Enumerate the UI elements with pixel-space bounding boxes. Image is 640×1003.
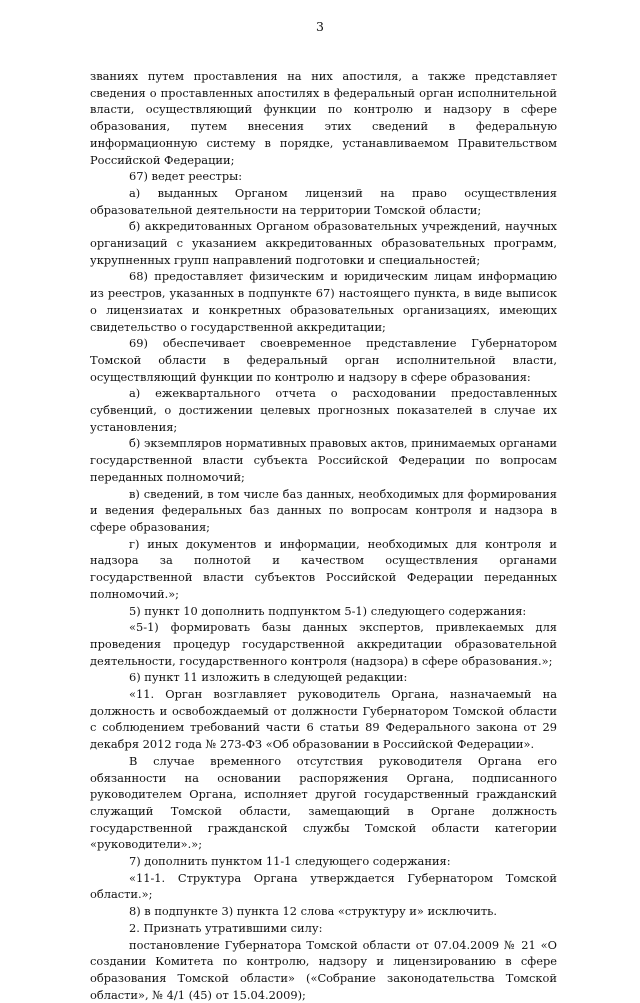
paragraph: 68) предоставляет физическим и юридическим лицам информацию из реестров, указанных в подпункте 67) настоящего пункта, в виде выписок о лицензиатах и конкретных образовательных организациях, имеющих свидетельство о государственной аккредитации;	[90, 269, 557, 334]
paragraph: а) выданных Органом лицензий на право осуществления образовательной деятельности на территории Томской области;	[90, 185, 557, 217]
paragraph: 7) дополнить пунктом 11-1 следующего содержания:	[129, 854, 451, 869]
paragraph: 5) пункт 10 дополнить подпунктом 5-1) следующего содержания:	[129, 603, 527, 618]
paragraph: постановление Губернатора Томской области от 07.04.2009 № 21 «О создании Комитета по контролю, надзору и лицензированию в сфере образования Томской области» («Собрание законодательства Томской области», № 4/1 (45) от 15.04.2009);	[90, 937, 557, 1002]
paragraph: 69) обеспечивает своевременное представление Губернатором Томской области в федеральный орган исполнительной власти, осуществляющий функции по контролю и надзору в сфере образования:	[90, 336, 557, 384]
paragraph: «11-1. Структура Органа утверждается Губернатором Томской области.»;	[90, 870, 557, 902]
paragraph: 2. Признать утратившими силу:	[129, 920, 323, 935]
paragraph: В случае временного отсутствия руководителя Органа его обязанности на основании распоряжения Органа, подписанного руководителем Органа, исполняет другой государственный гражданский служащий Томской области, замещающий в Органе должность государственной гражданской службы Томской области категории «руководители».»;	[90, 753, 557, 852]
paragraph: б) аккредитованных Органом образовательных учреждений, научных организаций с указанием аккредитованных образовательных программ, укрупненных групп направлений подготовки и специальностей;	[90, 219, 557, 267]
page-number: 3	[316, 19, 324, 34]
paragraph: б) экземпляров нормативных правовых актов, принимаемых органами государственной власти субъекта Российской Федерации по вопросам переданных полномочий;	[90, 436, 557, 484]
paragraph: званиях путем проставления на них апостиля, а также представляет сведения о проставленных апостилях в федеральный орган исполнительной власти, осуществляющий функции по контролю и надзору в сфере образования, путем внесения этих сведений в федеральную информационную систему в порядке, устанавливаемом Правительством Российской Федерации;	[90, 69, 557, 167]
paragraph: «5-1) формировать базы данных экспертов, привлекаемых для проведения процедур государственной аккредитации образовательной деятельности, государственного контроля (надзора) в сфере образования.»;	[90, 620, 557, 668]
paragraph: 8) в подпункте 3) пункта 12 слова «структуру и» исключить.	[129, 904, 497, 919]
paragraph: г) иных документов и информации, необходимых для контроля и надзора за полнотой и качеством осуществления органами государственной власти субъектов Российской Федерации переданных полномочий.»;	[90, 536, 557, 601]
paragraph: а) ежеквартального отчета о расходовании предоставленных субвенций, о достижении целевых прогнозных показателей в случае их установления;	[90, 386, 557, 434]
paragraph: 67) ведет реестры:	[129, 169, 243, 184]
document-body	[90, 68, 557, 1003]
paragraph: «11. Орган возглавляет руководитель Органа, назначаемый на должность и освобождаемый от должности Губернатором Томской области с соблюдением требований части 6 статьи 89 Федерального закона от 29 декабря 2012 года № 273-ФЗ «Об образовании в Российской Федерации».	[90, 687, 557, 752]
paragraph: в) сведений, в том числе баз данных, необходимых для формирования и ведения федеральных баз данных по вопросам контроля и надзора в сфере образования;	[90, 486, 557, 534]
paragraph: 6) пункт 11 изложить в следующей редакции:	[129, 670, 408, 685]
